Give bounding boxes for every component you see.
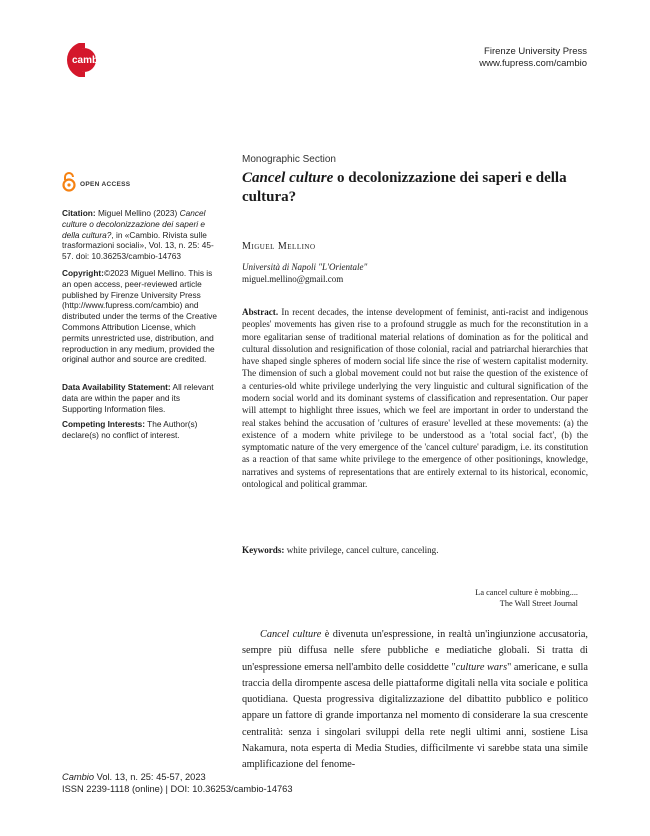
copyright-label: Copyright: [62,268,104,278]
section-label: Monographic Section [242,154,336,165]
epigraph [475,587,578,610]
publisher-name: Firenze University Press [484,46,587,57]
author-name: Miguel Mellino [242,241,316,252]
publisher-block [479,46,587,70]
citation-title: Cancel culture o decolonizzazione dei saperi e della cultura? [62,208,206,240]
epigraph-quote: La cancel culture è mobbing.... [475,588,578,597]
competing-interests-block [62,419,217,441]
footer-issue: Vol. 13, n. 25: 45-57, 2023 [94,772,206,782]
competing-interests-text: The Author(s) declare(s) no conflict of interest. [62,419,198,440]
competing-interests-label: Competing Interests: [62,419,145,429]
data-availability-label: Data Availability Statement: [62,382,171,392]
epigraph-source: The Wall Street Journal [499,599,578,609]
copyright-block [62,268,217,365]
data-availability-text: All relevant data are within the paper and its Supporting Information files. [62,382,214,414]
keywords-label: Keywords: [242,545,285,555]
citation-text-a: Miguel Mellino (2023) [97,208,178,218]
title-rest: o decolonizzazione dei saperi e della cultura? [242,170,567,205]
citation-label: Citation: [62,208,96,218]
publisher-url[interactable]: www.fupress.com/cambio [479,58,587,69]
abstract-text: In recent decades, the intense development of feminist, anti-racist and indigenous peoples' movements has given rise to a profound struggle as much for the reconstitution in a more egalitarian sense of traditional material relations of domination as for the political and cultural dissolution and resignification of those colonial, racial and patriarchal hierarchies that have shaped single spheres of modern social life since the rise of western capitalist modernity. The dimension of such a global movement could not but raise the question of the existence of a centuries-old white privilege underlying the very linguistic and cultural signification of the modern social world and its dominant systems of classification and representation. Our paper will attempt to highlight three issues, which we feel are important in order to understand the real stakes behind the accusation of 'cultures of erasure' levelled at these movements: (a) the existence of a modern white privilege to be understood as a 'total social fact', (b) the symptomatic nature of the very emergence of the 'cancel culture' paradigm, i.e. its constitution as a reaction of that same white privilege to the emergence of other positionings, knowledge, narratives and systems of representations that are entirely external to its historical, economic, ontological and political grammar. [242,307,588,489]
logo-text: cambio [72,55,108,66]
abstract-label: Abstract. [242,307,279,317]
title-italic: Cancel culture [242,170,334,186]
data-availability-block [62,382,217,414]
article-title [242,169,588,207]
abstract [242,306,588,490]
citation-block [62,208,217,262]
keywords-text: white privilege, cancel culture, canceling. [286,545,439,555]
citation-text-b: , in «Cambio. Rivista sulle trasformazioni sociali», Vol. 13, n. 25: 45-57. doi: 10.36253/cambio-14763 [62,229,214,262]
open-access-label: OPEN ACCESS [80,181,131,188]
author-email[interactable]: miguel.mellino@gmail.com [242,274,344,284]
footer [62,772,293,795]
body-italic-2: culture wars [455,661,508,673]
footer-journal: Cambio [62,772,95,782]
affiliation-block [242,261,588,285]
keywords [242,545,588,555]
copyright-text: ©2023 Miguel Mellino. This is an open access, peer-reviewed article published by Firenze University Press (http://www.fupress.com/cambio) and distributed under the terms of the Creative Commons Attribution License, which permits unrestricted use, distribution, and reproduction in any medium, provided the original author and source are credited. [62,268,217,365]
body-text-a: è divenuta un'espressione, in realtà un'ingiunzione accusatoria, sempre più diffusa nelle sfere pubbliche e mediatiche globali. Si tratta di un'espressione emersa nell'ambito delle cosiddette " [242,629,588,673]
open-access-lock-icon [62,172,76,192]
footer-issn: ISSN 2239-1118 (online) | DOI: 10.36253/cambio-14763 [62,783,293,794]
body-text-b: " americane, e sulla traccia della dirompente ascesa delle piattaforme digitali nella vita sociale e politica quotidiana. Questa progressiva digitalizzazione del dibattito pubblico e politico appare un fattore di grande importanza nel momento di considerare la sua crescente centralità: senza i singolari sviluppi della rete negli ultimi anni, sostiene Lisa Nakamura, nota esperta di Media Studies, difficilmente vi sarebbe stata una simile amplificazione del fenome- [242,661,588,771]
affiliation: Università di Napoli "L'Orientale" [242,262,368,272]
body-italic: Cancel culture [260,629,322,640]
body-paragraph [242,627,588,774]
